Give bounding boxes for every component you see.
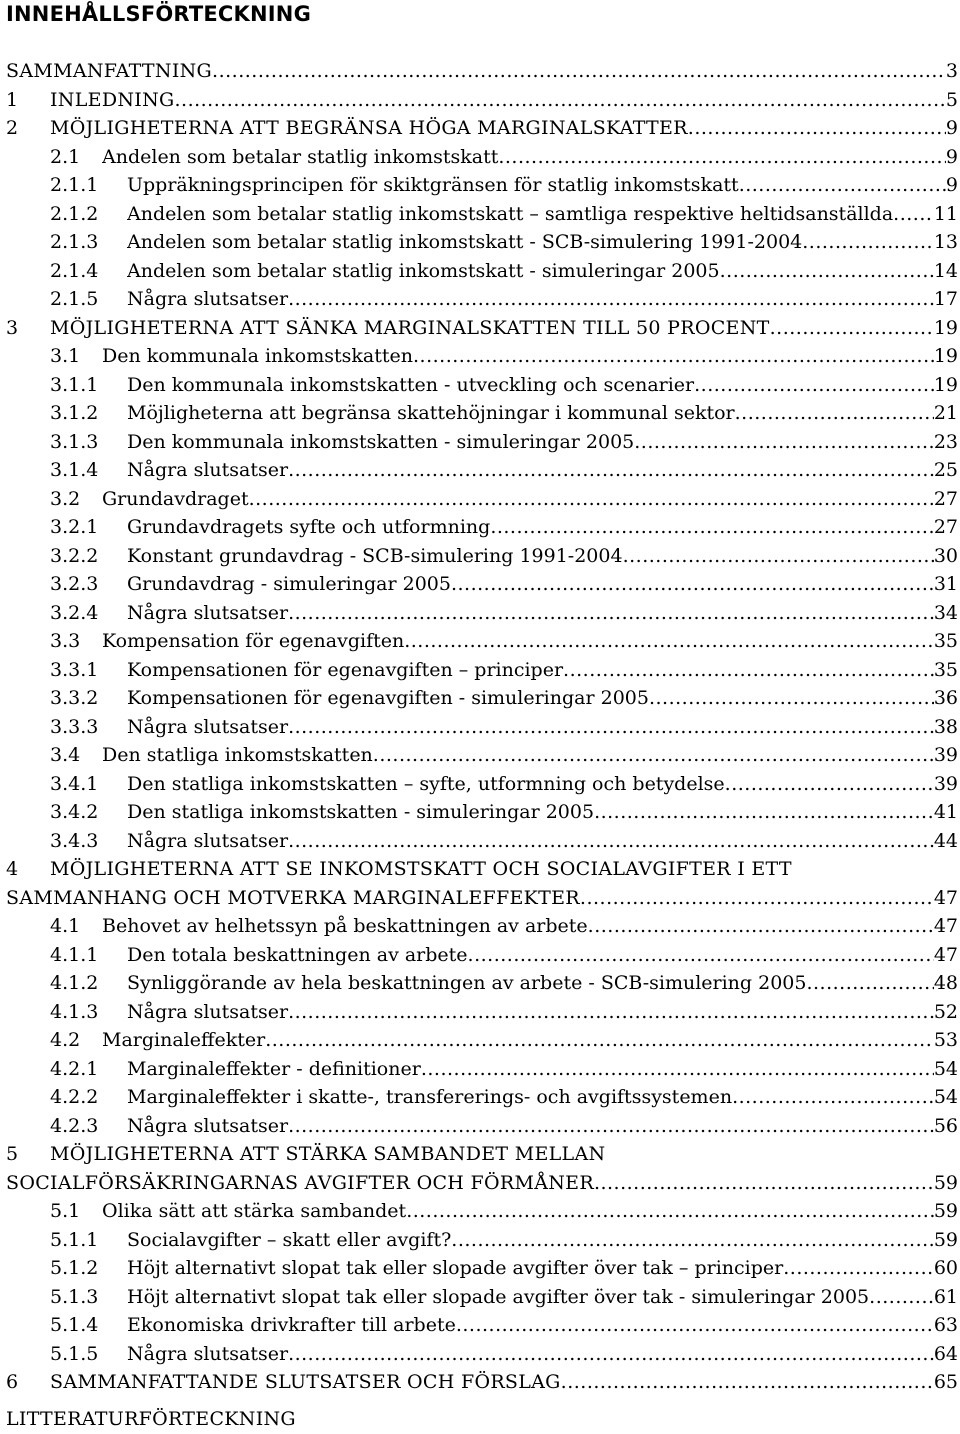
toc-entry-page: 31 — [933, 573, 958, 595]
toc-entry[interactable] — [0, 1283, 960, 1312]
toc-entry-page: 44 — [933, 829, 958, 852]
toc-entry-page: 59 — [933, 1171, 958, 1194]
toc-entry-number: 3.1.2 — [50, 402, 99, 424]
toc-entry[interactable] — [0, 912, 960, 941]
toc-leader-dots — [739, 171, 946, 200]
toc-entry[interactable] — [0, 485, 960, 514]
toc-leader-dots — [725, 770, 934, 799]
toc-entry[interactable] — [0, 998, 960, 1027]
toc-entry-page: 17 — [933, 288, 958, 310]
toc-entry-title: Några slutsatser — [127, 1114, 289, 1137]
toc-entry-page: 34 — [933, 601, 958, 624]
toc-entry[interactable] — [0, 456, 960, 485]
toc-entry-number: 3.4.3 — [50, 829, 99, 852]
toc-entry-page: 39 — [933, 744, 958, 766]
toc-entry-page: 5 — [945, 88, 958, 111]
toc-entry[interactable] — [0, 428, 960, 457]
toc-entry[interactable] — [0, 627, 960, 656]
toc-entry[interactable] — [0, 884, 960, 913]
toc-entry-page: 59 — [933, 1228, 958, 1251]
toc-entry[interactable] — [0, 542, 960, 571]
toc-entry[interactable] — [0, 1340, 960, 1369]
toc-entry[interactable] — [0, 827, 960, 856]
toc-entry[interactable] — [0, 200, 960, 229]
toc-entry-number: 5.1 — [50, 1200, 81, 1222]
toc-entry-page: 54 — [933, 1086, 958, 1108]
toc-entry-page: 11 — [933, 202, 958, 225]
toc-entry-title: MÖJLIGHETERNA ATT SE INKOMSTSKATT OCH SOCIALAVGIFTER I ETT — [50, 858, 792, 880]
toc-leader-dots — [588, 912, 934, 941]
toc-entry-page: 13 — [933, 231, 958, 253]
toc-entry[interactable] — [0, 314, 960, 343]
toc-entry-page: 25 — [933, 459, 958, 481]
toc-entry-page: 61 — [933, 1285, 958, 1308]
toc-entry-title: Den totala beskattningen av arbete — [127, 943, 468, 966]
toc-entry-number: 4.2.1 — [50, 1057, 99, 1080]
toc-entry-title: Ekonomiska drivkrafter till arbete — [127, 1314, 456, 1336]
toc-entry-title: Grundavdrag - simuleringar 2005 — [127, 573, 451, 595]
toc-entry-number: 1 — [6, 88, 19, 111]
toc-entry-number: 3.4.1 — [50, 772, 99, 795]
toc-entry[interactable] — [0, 513, 960, 542]
toc-leader-dots — [649, 684, 934, 713]
toc-entry-title: Grundavdragets syfte och utformning — [127, 516, 491, 538]
toc-entry[interactable] — [0, 1226, 960, 1255]
toc-entry-number: 5.1.5 — [50, 1342, 99, 1365]
toc-entry-title: Den kommunala inkomstskatten — [102, 345, 413, 367]
toc-entry-title: Andelen som betalar statlig inkomstskatt - SCB-simulering 1991-2004 — [127, 231, 803, 253]
toc-leader-dots — [783, 1254, 934, 1283]
toc-entry-page: 38 — [933, 715, 958, 738]
toc-entry-title: Olika sätt att stärka sambandet — [102, 1200, 407, 1222]
toc-entry-title: Konstant grundavdrag - SCB-simulering 1991-2004 — [127, 544, 623, 567]
toc-entry[interactable] — [0, 570, 960, 599]
toc-entry[interactable] — [0, 228, 960, 257]
toc-leader-dots — [735, 399, 934, 428]
toc-entry-page: 60 — [933, 1257, 958, 1279]
toc-entry-title: Några slutsatser — [127, 288, 289, 310]
toc-entry[interactable] — [0, 285, 960, 314]
toc-entry[interactable] — [0, 1254, 960, 1283]
toc-entry-title: Kompensation för egenavgiften — [102, 630, 405, 652]
toc-entry-page: 27 — [933, 487, 958, 510]
toc-entry-page: 23 — [933, 430, 958, 453]
toc-entry-title: MÖJLIGHETERNA ATT STÄRKA SAMBANDET MELLAN — [50, 1143, 606, 1165]
toc-leader-dots — [580, 884, 934, 913]
toc-entry-title: MÖJLIGHETERNA ATT SÄNKA MARGINALSKATTEN TILL 50 PROCENT — [50, 316, 770, 339]
toc-entry-number: 3.1.3 — [50, 430, 99, 453]
table-of-contents — [0, 57, 960, 1397]
toc-leader-dots — [404, 627, 934, 656]
toc-entry-number: 3.4 — [50, 744, 81, 766]
toc-entry[interactable] — [0, 342, 960, 371]
toc-leader-dots — [249, 485, 934, 514]
toc-leader-dots — [806, 969, 933, 998]
toc-entry-title: Grundavdraget — [102, 487, 249, 510]
toc-entry-title: MÖJLIGHETERNA ATT BEGRÄNSA HÖGA MARGINALSKATTER — [50, 117, 688, 139]
toc-entry-title: Några slutsatser — [127, 829, 289, 852]
toc-entry-page: 41 — [933, 801, 958, 823]
toc-entry[interactable] — [0, 1083, 960, 1112]
toc-leader-dots — [421, 1055, 934, 1084]
toc-leader-dots — [623, 542, 934, 571]
toc-entry-number: 3.1.4 — [50, 459, 99, 481]
toc-entry-number: 3.2.3 — [50, 573, 99, 595]
toc-leader-dots — [869, 1283, 934, 1312]
toc-entry-page: 3 — [945, 60, 958, 82]
toc-leader-dots — [265, 1026, 934, 1055]
toc-entry-number: 5 — [6, 1143, 19, 1165]
toc-leader-dots — [498, 143, 946, 172]
toc-leader-dots — [451, 570, 934, 599]
toc-entry-number: 5.1.4 — [50, 1314, 99, 1336]
toc-leader-dots — [468, 941, 934, 970]
toc-entry-number: 3.2.4 — [50, 601, 99, 624]
toc-entry-page: 63 — [933, 1314, 958, 1336]
toc-leader-dots — [212, 57, 946, 86]
toc-leader-dots — [770, 314, 934, 343]
toc-entry[interactable] — [0, 86, 960, 115]
toc-entry-title: Höjt alternativt slopat tak eller slopade avgifter över tak - simuleringar 2005 — [127, 1285, 870, 1308]
toc-leader-dots — [694, 371, 934, 400]
toc-leader-dots — [594, 798, 934, 827]
toc-entry-title: Några slutsatser — [127, 601, 289, 624]
toc-entry[interactable] — [0, 257, 960, 286]
toc-entry-title: INLEDNING — [50, 88, 175, 111]
toc-entry[interactable] — [0, 855, 960, 884]
toc-entry-page: 48 — [933, 972, 958, 994]
toc-entry-page: 54 — [933, 1057, 958, 1080]
toc-entry-number: 3.1.1 — [50, 373, 99, 396]
toc-entry-number: 5.1.3 — [50, 1285, 99, 1308]
toc-entry[interactable] — [0, 599, 960, 628]
toc-entry-number: 3.3.1 — [50, 658, 99, 681]
toc-leader-dots — [802, 228, 934, 257]
toc-entry-number: 3.3.3 — [50, 715, 99, 738]
toc-entry-title: Marginaleffekter — [102, 1029, 266, 1051]
toc-entry-title: Andelen som betalar statlig inkomstskatt — [102, 145, 499, 168]
toc-entry[interactable] — [0, 1311, 960, 1340]
toc-entry[interactable] — [0, 969, 960, 998]
toc-entry-page: 64 — [933, 1342, 958, 1365]
toc-leader-dots — [563, 656, 934, 685]
toc-entry-title: Kompensationen för egenavgiften - simuleringar 2005 — [127, 687, 649, 709]
toc-entry-page: 27 — [933, 516, 958, 538]
toc-leader-dots — [406, 1197, 934, 1226]
toc-entry-title: Andelen som betalar statlig inkomstskatt – samtliga respektive heltidsanställda — [127, 202, 894, 225]
toc-entry-page: 39 — [933, 772, 958, 795]
toc-entry-page: 9 — [945, 117, 958, 139]
toc-entry-title: SAMMANFATTANDE SLUTSATSER OCH FÖRSLAG — [50, 1371, 561, 1393]
toc-entry-number: 2 — [6, 117, 19, 139]
toc-entry-page: 19 — [933, 316, 958, 339]
toc-entry-page: 9 — [945, 145, 958, 168]
toc-entry-page: 14 — [933, 259, 958, 282]
toc-entry-number: 4.1.3 — [50, 1000, 99, 1023]
toc-entry-page: 53 — [933, 1029, 958, 1051]
toc-entry[interactable] — [0, 114, 960, 143]
toc-entry-title: Några slutsatser — [127, 715, 289, 738]
toc-entry-title: SOCIALFÖRSÄKRINGARNAS AVGIFTER OCH FÖRMÅNER — [6, 1171, 594, 1194]
toc-entry-page: 35 — [933, 658, 958, 681]
toc-entry-page: 47 — [933, 943, 958, 966]
toc-entry-page: 59 — [933, 1200, 958, 1222]
toc-entry-number: 3.1 — [50, 345, 81, 367]
toc-entry-number: 3 — [6, 316, 19, 339]
toc-entry-title: Den kommunala inkomstskatten - utveckling och scenarier — [127, 373, 695, 396]
toc-entry-title: Andelen som betalar statlig inkomstskatt - simuleringar 2005 — [127, 259, 720, 282]
toc-entry-title: Den statliga inkomstskatten – syfte, utformning och betydelse — [127, 772, 725, 795]
toc-entry-number: 2.1.4 — [50, 259, 99, 282]
toc-entry-number: 2.1.2 — [50, 202, 99, 225]
toc-leader-dots — [288, 1340, 934, 1369]
toc-entry[interactable] — [0, 770, 960, 799]
page-title: INNEHÅLLSFÖRTECKNING — [6, 2, 312, 26]
toc-entry[interactable] — [0, 656, 960, 685]
toc-leader-dots — [288, 713, 934, 742]
toc-entry-title: Möjligheterna att begränsa skattehöjningar i kommunal sektor — [127, 402, 735, 424]
toc-entry-number: 2.1.1 — [50, 174, 99, 196]
toc-leader-dots — [720, 257, 934, 286]
toc-entry[interactable] — [0, 1055, 960, 1084]
toc-leader-dots — [456, 1311, 934, 1340]
toc-entry-title: SAMMANFATTNING — [6, 60, 213, 82]
toc-entry-number: 4.1.1 — [50, 943, 99, 966]
toc-leader-dots — [288, 827, 934, 856]
toc-entry-title: Marginaleffekter - definitioner — [127, 1057, 421, 1080]
toc-leader-dots — [288, 285, 934, 314]
toc-leader-dots — [732, 1083, 934, 1112]
toc-entry[interactable] — [0, 1026, 960, 1055]
toc-entry-page: 35 — [933, 630, 958, 652]
toc-entry[interactable] — [0, 57, 960, 86]
toc-entry[interactable] — [0, 741, 960, 770]
toc-entry-title: Den statliga inkomstskatten - simuleringar 2005 — [127, 801, 595, 823]
toc-entry-title: Synliggörande av hela beskattningen av arbete - SCB-simulering 2005 — [127, 972, 807, 994]
toc-leader-dots — [634, 428, 934, 457]
toc-leader-dots — [373, 741, 934, 770]
toc-leader-dots — [490, 513, 934, 542]
toc-entry-page: 47 — [933, 915, 958, 937]
toc-leader-dots — [688, 114, 946, 143]
toc-entry[interactable] — [0, 371, 960, 400]
toc-entry-number: 4.1 — [50, 915, 81, 937]
toc-entry-number: 4.1.2 — [50, 972, 99, 994]
toc-entry-page: 65 — [933, 1371, 958, 1393]
toc-entry-number: 3.2.2 — [50, 544, 99, 567]
toc-entry-title: Den statliga inkomstskatten — [102, 744, 373, 766]
toc-entry-number: 4.2.3 — [50, 1114, 99, 1137]
toc-entry-number: 3.3 — [50, 630, 81, 652]
toc-entry-page: 47 — [933, 886, 958, 909]
toc-entry-title: SAMMANHANG OCH MOTVERKA MARGINALEFFEKTER — [6, 886, 580, 909]
toc-leader-dots — [594, 1169, 934, 1198]
bibliography-heading: LITTERATURFÖRTECKNING — [6, 1408, 296, 1430]
toc-entry-number: 5.1.2 — [50, 1257, 99, 1279]
toc-entry-title: Uppräkningsprincipen för skiktgränsen för statlig inkomstskatt — [127, 174, 739, 196]
toc-leader-dots — [451, 1226, 934, 1255]
toc-entry-number: 3.2.1 — [50, 516, 99, 538]
toc-entry-title: Behovet av helhetssyn på beskattningen av arbete — [102, 915, 588, 937]
toc-entry-page: 52 — [933, 1000, 958, 1023]
toc-entry-page: 9 — [945, 174, 958, 196]
toc-entry-title: Marginaleffekter i skatte-, transfererings- och avgiftssystemen — [127, 1086, 733, 1108]
toc-entry-title: Kompensationen för egenavgiften – principer — [127, 658, 564, 681]
toc-entry[interactable] — [0, 143, 960, 172]
toc-leader-dots — [288, 456, 934, 485]
toc-entry[interactable] — [0, 1197, 960, 1226]
toc-entry-number: 6 — [6, 1371, 19, 1393]
toc-leader-dots — [561, 1368, 934, 1397]
toc-entry[interactable] — [0, 713, 960, 742]
toc-entry-title: Höjt alternativt slopat tak eller slopade avgifter över tak – principer — [127, 1257, 784, 1279]
toc-leader-dots — [893, 200, 934, 229]
toc-entry-number: 4.2 — [50, 1029, 81, 1051]
toc-entry-number: 5.1.1 — [50, 1228, 99, 1251]
toc-entry[interactable] — [0, 1112, 960, 1141]
toc-entry[interactable] — [0, 1368, 960, 1397]
toc-leader-dots — [288, 599, 934, 628]
toc-entry[interactable] — [0, 399, 960, 428]
toc-entry[interactable] — [0, 1169, 960, 1198]
toc-entry-number: 2.1.5 — [50, 288, 99, 310]
toc-entry-page: 36 — [933, 687, 958, 709]
toc-entry-page: 19 — [933, 345, 958, 367]
toc-entry-page: 21 — [933, 402, 958, 424]
toc-entry[interactable] — [0, 171, 960, 200]
toc-entry-title: Några slutsatser — [127, 459, 289, 481]
toc-entry-title: Den kommunala inkomstskatten - simuleringar 2005 — [127, 430, 635, 453]
toc-entry-title: Socialavgifter – skatt eller avgift? — [127, 1228, 452, 1251]
toc-entry-number: 4 — [6, 858, 19, 880]
toc-leader-dots — [288, 1112, 934, 1141]
toc-entry-title: Några slutsatser — [127, 1342, 289, 1365]
toc-entry-number: 3.3.2 — [50, 687, 99, 709]
toc-entry-title: Några slutsatser — [127, 1000, 289, 1023]
toc-entry-page: 30 — [933, 544, 958, 567]
toc-entry-number: 3.2 — [50, 487, 81, 510]
toc-entry[interactable] — [0, 1140, 960, 1169]
toc-entry-number: 3.4.2 — [50, 801, 99, 823]
toc-entry[interactable] — [0, 684, 960, 713]
toc-entry-page: 56 — [933, 1114, 958, 1137]
toc-entry-number: 2.1 — [50, 145, 81, 168]
toc-entry-number: 4.2.2 — [50, 1086, 99, 1108]
toc-entry-page: 19 — [933, 373, 958, 396]
toc-entry[interactable] — [0, 941, 960, 970]
toc-entry[interactable] — [0, 798, 960, 827]
toc-leader-dots — [288, 998, 934, 1027]
toc-entry-number: 2.1.3 — [50, 231, 99, 253]
toc-leader-dots — [174, 86, 945, 115]
toc-leader-dots — [413, 342, 934, 371]
